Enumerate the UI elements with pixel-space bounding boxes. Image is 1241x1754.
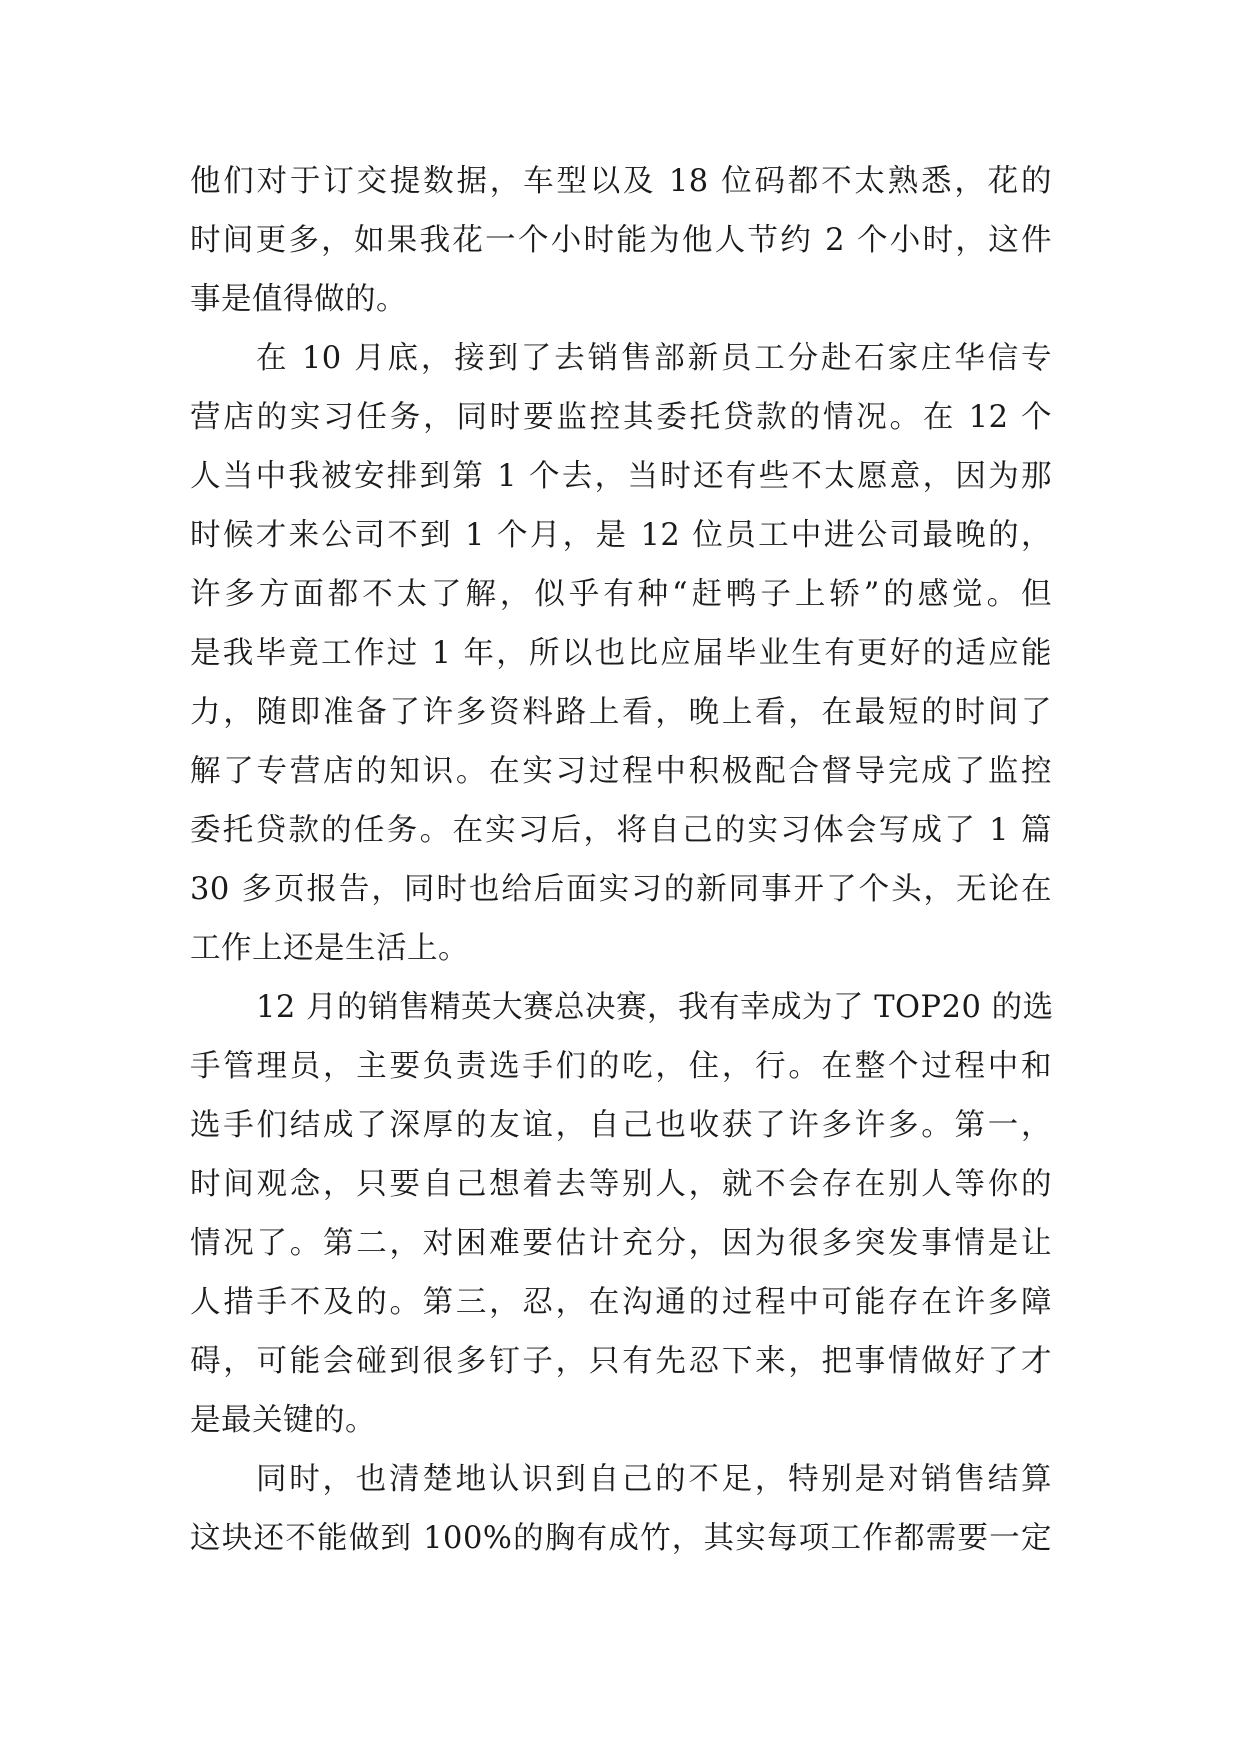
text-line: 是最关键的。 <box>190 1403 376 1438</box>
paragraph-1 <box>190 152 1052 329</box>
text-line: 力，随即准备了许多资料路上看，晚上看，在最短的时间了 <box>190 695 1052 730</box>
text-line: 许多方面都不太了解，似乎有种“赶鸭子上轿”的感觉。但 <box>190 577 1052 612</box>
document-body <box>190 152 1052 1568</box>
text-line: 工作上还是生活上。 <box>190 931 469 966</box>
text-line: 人措手不及的。第三，忍，在沟通的过程中可能存在许多障 <box>190 1285 1052 1320</box>
paragraph-4 <box>190 1450 1052 1568</box>
text-line: 同时，也清楚地认识到自己的不足，特别是对销售结算 <box>256 1462 1052 1497</box>
text-line: 情况了。第二，对困难要估计充分，因为很多突发事情是让 <box>190 1226 1052 1261</box>
text-line: 碍，可能会碰到很多钉子，只有先忍下来，把事情做好了才 <box>190 1344 1052 1379</box>
text-line: 时候才来公司不到 1 个月，是 12 位员工中进公司最晚的， <box>190 518 1052 553</box>
text-line: 这块还不能做到 100%的胸有成竹，其实每项工作都需要一定 <box>190 1521 1052 1556</box>
text-line: 他们对于订交提数据，车型以及 18 位码都不太熟悉，花的 <box>190 164 1052 199</box>
text-line: 30 多页报告，同时也给后面实习的新同事开了个头，无论在 <box>190 872 1052 907</box>
text-line: 营店的实习任务，同时要监控其委托贷款的情况。在 12 个 <box>190 400 1052 435</box>
text-line: 选手们结成了深厚的友谊，自己也收获了许多许多。第一， <box>190 1108 1052 1143</box>
text-line: 委托贷款的任务。在实习后，将自己的实习体会写成了 1 篇 <box>190 813 1052 848</box>
text-line: 12 月的销售精英大赛总决赛，我有幸成为了 TOP20 的选 <box>256 990 1054 1025</box>
text-line: 时间更多，如果我花一个小时能为他人节约 2 个小时，这件 <box>190 223 1052 258</box>
paragraph-3 <box>190 978 1052 1450</box>
text-line: 事是值得做的。 <box>190 282 407 317</box>
text-line: 在 10 月底，接到了去销售部新员工分赴石家庄华信专 <box>256 341 1052 376</box>
text-line: 是我毕竟工作过 1 年，所以也比应届毕业生有更好的适应能 <box>190 636 1052 671</box>
text-line: 时间观念，只要自己想着去等别人，就不会存在别人等你的 <box>190 1167 1052 1202</box>
paragraph-2 <box>190 329 1052 978</box>
text-line: 人当中我被安排到第 1 个去，当时还有些不太愿意，因为那 <box>190 459 1052 494</box>
text-line: 解了专营店的知识。在实习过程中积极配合督导完成了监控 <box>190 754 1052 789</box>
text-line: 手管理员，主要负责选手们的吃，住，行。在整个过程中和 <box>190 1049 1052 1084</box>
